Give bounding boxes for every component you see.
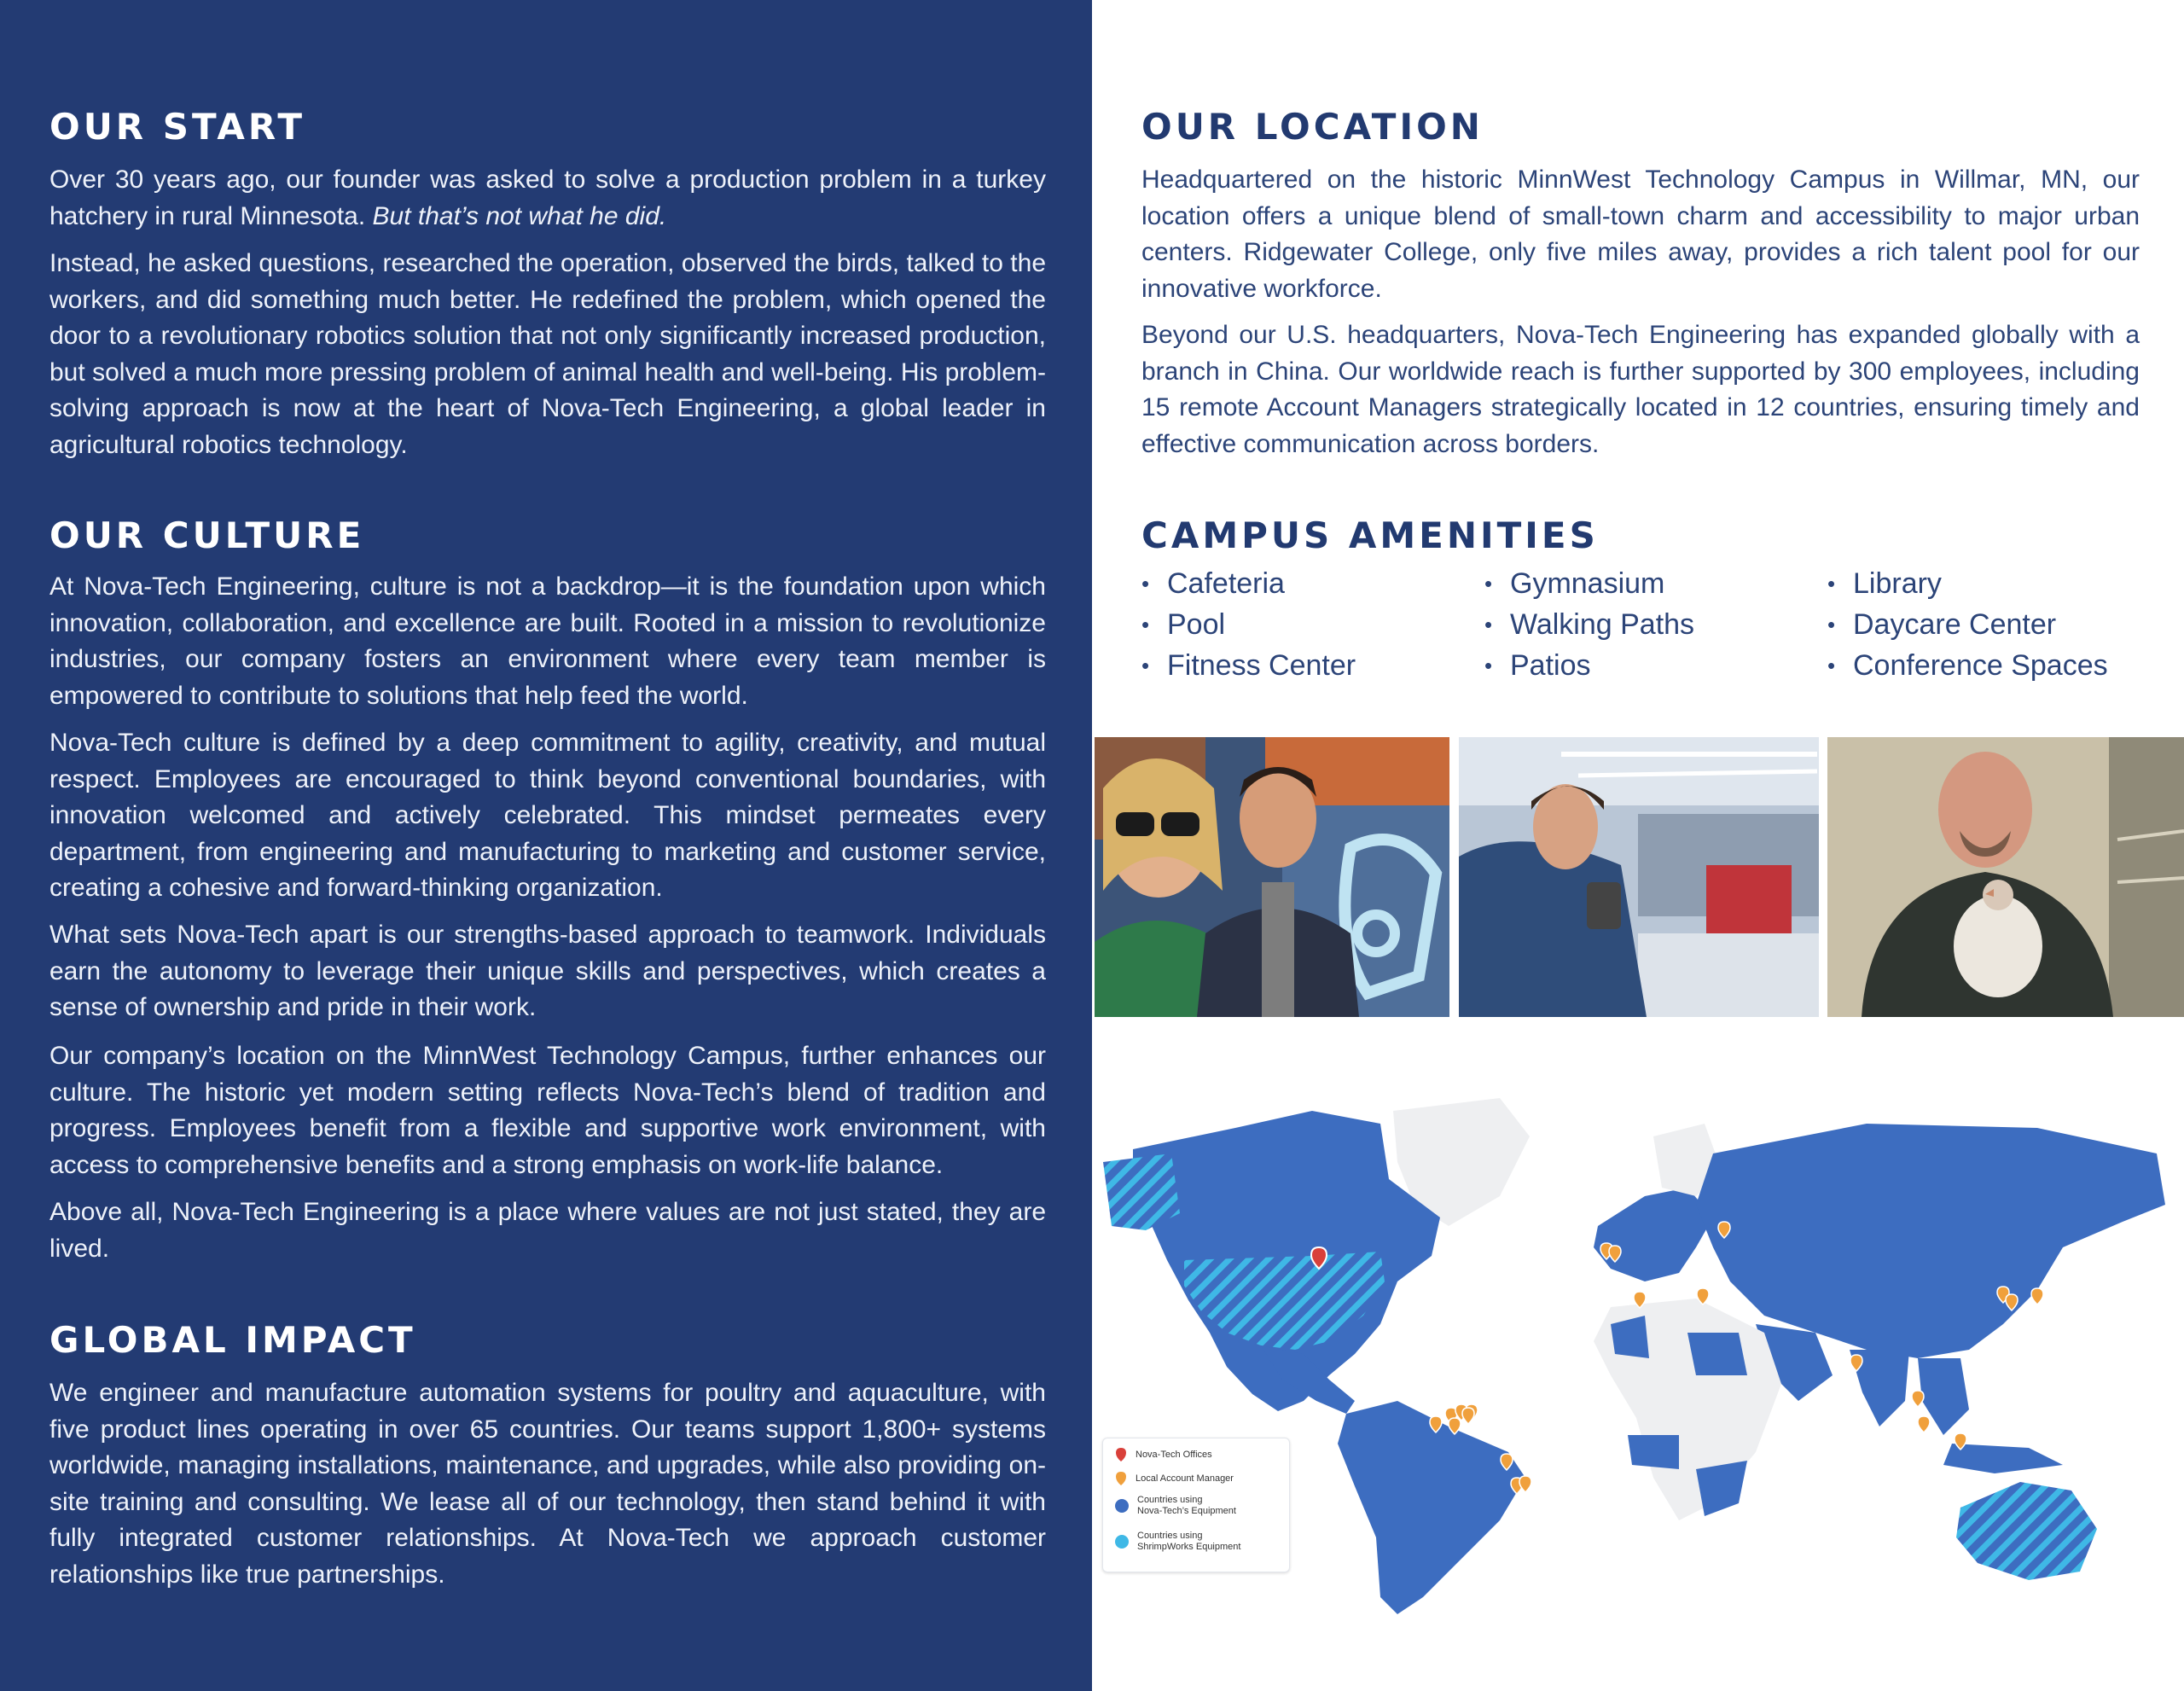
manager-marker [1918,1416,1930,1432]
legend-account-manager [1115,1471,1234,1486]
legend-equipment-line2: Nova-Tech’s Equipment [1137,1506,1236,1516]
equipment-dot-icon [1115,1499,1129,1513]
photo-factory-worker [1459,737,1819,1017]
legend-offices [1115,1447,1212,1462]
our-start-paragraph-2: Instead, he asked questions, researched the operation, observed the birds, talked to the workers, and did something much better. He redefined the problem, which opened the door to a revolutionary robotics solution that not only significantly increased production, but solved a much more pressing problem of animal health and well-being. His problem-solving approach is now at the heart of Nova-Tech Engineering, a global leader in agricultural robotics technology. [49,249,1046,459]
photo-man-with-bird [1827,737,2184,1017]
amenity-label: Pool [1167,607,1226,641]
bullet-icon: • [1827,570,1836,596]
our-start-heading: OUR START [49,106,306,148]
our-location-heading: OUR LOCATION [1141,106,1484,148]
legend-shrimp-line2: ShrimpWorks Equipment [1137,1542,1241,1552]
amenity-label: Daycare Center [1853,607,2057,641]
manager-pin-icon [1115,1471,1127,1486]
culture-paragraph-4: Our company’s location on the MinnWest Technology Campus, further enhances our culture. The historic yet modern setting reflects Nova-Tech’s blend of tradition and progress. Employees benefit from a flexible and supportive work environment, with access to comprehensive benefits and a strong emphasis on work-life balance. [49,1042,1046,1179]
amenity-label: Cafeteria [1167,567,1285,600]
legend-shrimp-line1: Countries using [1137,1531,1203,1541]
legend-equipment [1115,1495,1236,1517]
global-impact-heading: GLOBAL IMPACT [49,1319,416,1361]
bullet-icon: • [1141,652,1150,678]
manager-marker [2031,1288,2043,1305]
amenity-item [1141,648,1484,683]
global-impact-paragraph: We engineer and manufacture automation systems for poultry and aquaculture, with five product lines operating in over 65 countries. Our teams support 1,800+ systems worldwide, managing installations, maintenance, and upgrades, while also providing on-site training and consulting. We lease all of our technology, then stand behind it with fully integrated customer relationships. At Nova-Tech we approach customer relationships like true partnerships. [49,1379,1046,1589]
bullet-icon: • [1827,652,1836,678]
amenity-item [1484,648,1827,683]
amenity-label: Fitness Center [1167,648,1356,682]
amenity-item [1141,607,1484,642]
legend-equipment-label [1137,1495,1236,1517]
bullet-icon: • [1484,570,1493,596]
amenity-item [1484,566,1827,601]
culture-paragraph-5: Above all, Nova-Tech Engineering is a place where values are not just stated, they are lived. [49,1198,1046,1263]
manager-marker [1912,1391,1924,1407]
our-culture-heading: OUR CULTURE [49,514,365,556]
amenity-label: Patios [1510,648,1591,682]
amenity-item [1827,566,2157,601]
amenity-item [1827,648,2157,683]
our-start-paragraph-1 [49,162,1046,235]
culture-paragraph-2: Nova-Tech culture is defined by a deep commitment to agility, creativity, and mutual respect. Employees are encouraged to think beyond conventional boundaries, with innovation welcomed and actively celebrated. This mindset permeates every department, from engineering and manufacturing to marketing and customer service, creating a cohesive and forward-thinking organization. [49,729,1046,902]
bullet-icon: • [1484,611,1493,637]
bullet-icon: • [1141,611,1150,637]
culture-paragraph-1: At Nova-Tech Engineering, culture is not a backdrop—it is the foundation upon which innovation, collaboration, and excellence are built. Rooted in a mission to revolutionize industries, our company fosters an environment where every team member is empowered to contribute to solutions that help feed the world. [49,572,1046,710]
legend-equipment-line1: Countries using [1137,1495,1203,1505]
amenity-label: Library [1853,567,1942,600]
amenity-item [1484,607,1827,642]
location-paragraph-2: Beyond our U.S. headquarters, Nova-Tech Engineering has expanded globally with a branch in China. Our worldwide reach is further supported by 300 employees, including 15 remote Account Managers strategically located in 12 countries, ensuring timely and effective communication across borders. [1141,321,2140,458]
our-start-italic: But that’s not what he did. [372,201,667,230]
manager-marker [1519,1476,1531,1492]
legend-manager-label: Local Account Manager [1136,1473,1234,1484]
amenity-label: Walking Paths [1510,607,1695,641]
legend-shrimpworks [1115,1531,1240,1553]
location-paragraph-1: Headquartered on the historic MinnWest Technology Campus in Willmar, MN, our location offers a unique blend of small-town charm and accessibility to major urban centers. Ridgewater College, only five miles away, provides a rich talent pool for our innovative workforce. [1141,166,2140,303]
photo-employees-selfie [1095,737,1449,1017]
manager-marker [1462,1408,1474,1424]
amenity-item [1827,607,2157,642]
amenities-list [1141,566,2157,683]
map-legend [1102,1438,1290,1572]
bullet-icon: • [1484,652,1493,678]
bullet-icon: • [1141,570,1150,596]
office-pin-icon [1115,1447,1127,1462]
amenity-label: Gymnasium [1510,567,1665,600]
legend-shrimpworks-label [1137,1531,1240,1553]
amenity-item [1141,566,1484,601]
legend-offices-label: Nova-Tech Offices [1136,1449,1212,1460]
bullet-icon: • [1827,611,1836,637]
campus-amenities-heading: CAMPUS AMENITIES [1141,514,1599,556]
amenity-label: Conference Spaces [1853,648,2108,682]
our-start-text: Over 30 years ago, our founder was asked to solve a production problem in a turkey hatchery in rural Minnesota. [49,166,1046,230]
shrimpworks-dot-icon [1115,1535,1129,1549]
culture-paragraph-3: What sets Nova-Tech apart is our strengths-based approach to teamwork. Individuals earn the autonomy to leverage their unique skills and perspectives, which creates a sense of ownership and pride in their work. [49,921,1046,1021]
